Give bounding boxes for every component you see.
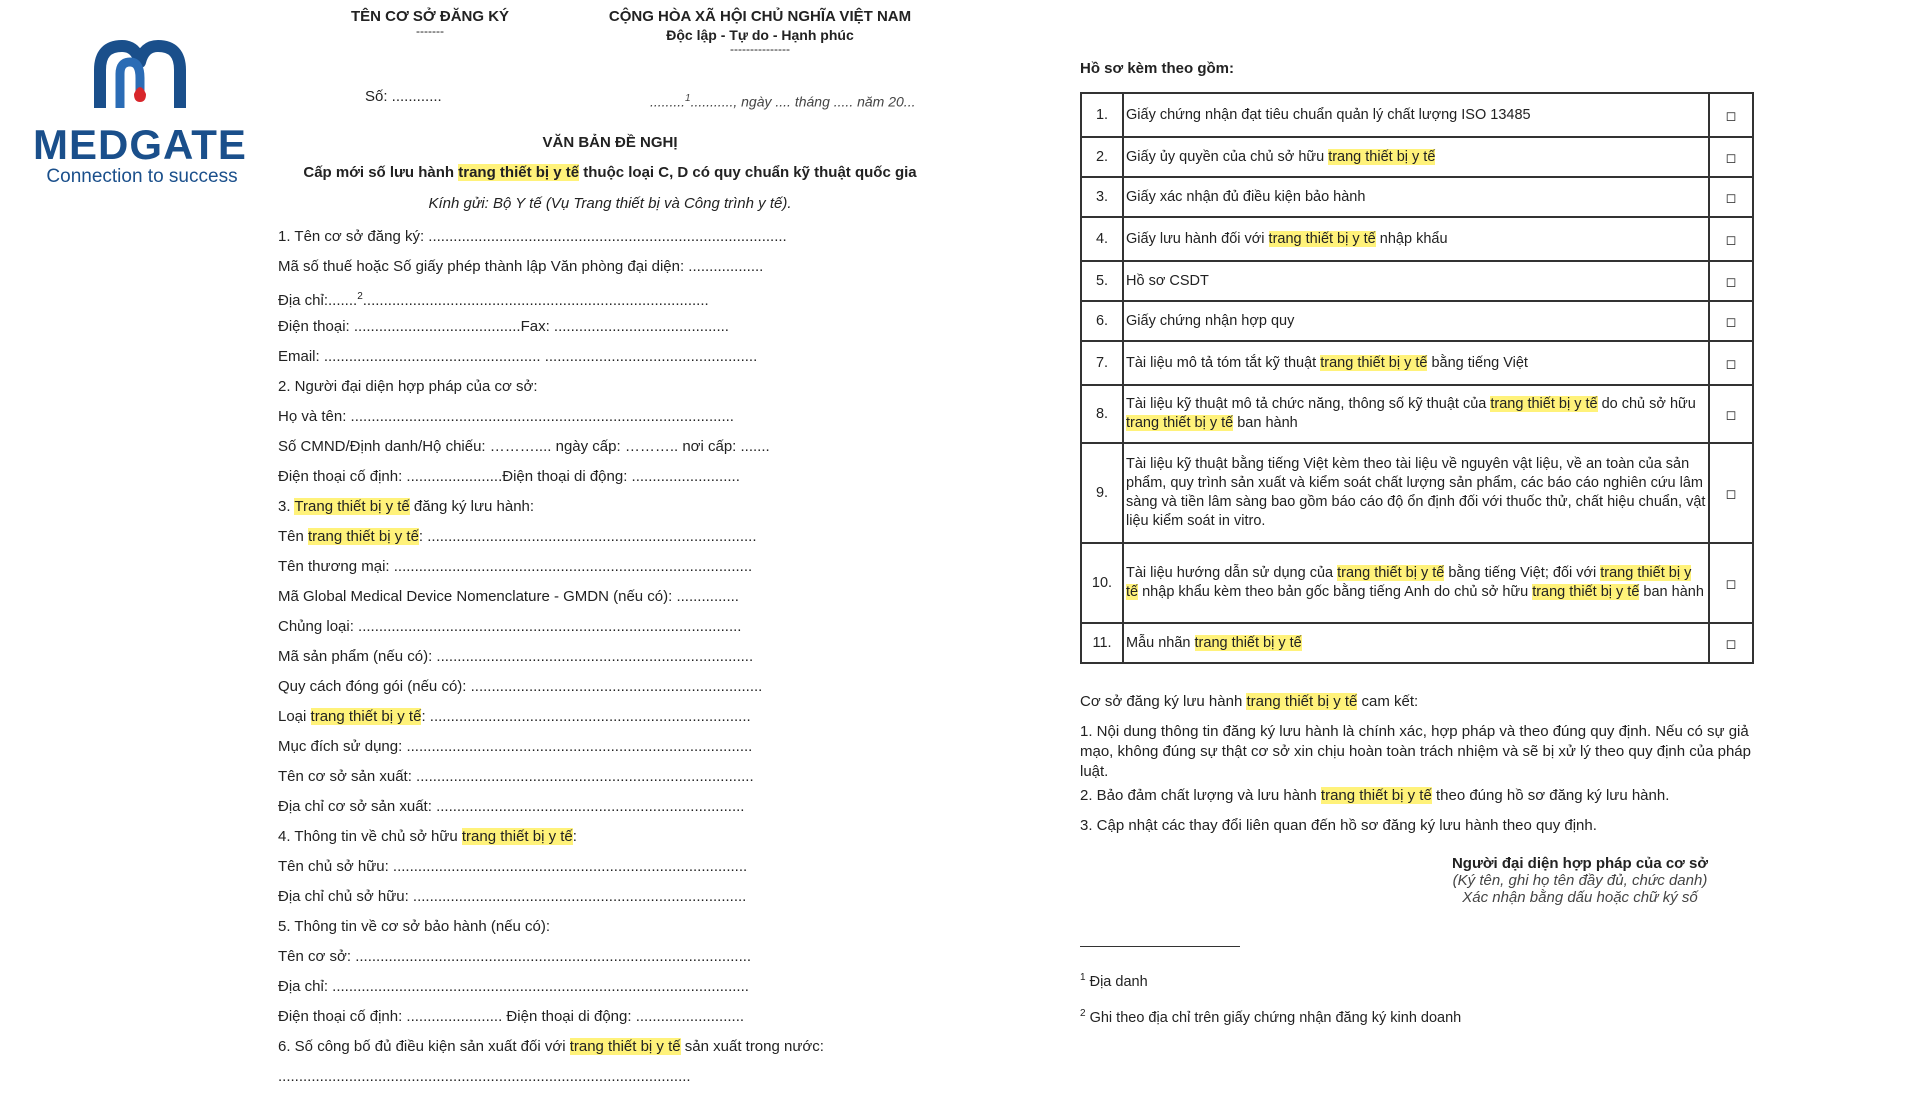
form-field-row: [278, 1064, 998, 1094]
form-fields: [278, 224, 998, 1094]
field-text: 5. Thông tin về cơ sở bảo hành (nếu có):: [278, 918, 551, 935]
attachment-row: [1081, 385, 1753, 443]
attachment-text: [1123, 623, 1709, 663]
commit-item-3: 3. Cập nhật các thay đổi liên quan đến hồ sơ đăng ký lưu hành theo quy định.: [1080, 817, 1597, 834]
right-page: [1070, 0, 1790, 1080]
document-title: VĂN BẢN ĐỀ NGHỊ: [542, 134, 678, 151]
form-field-row: [278, 554, 998, 584]
attachment-text-part: Tài liệu mô tả tóm tắt kỹ thuật: [1126, 354, 1321, 371]
attachment-highlight: trang thiết bị y tế: [1194, 634, 1302, 651]
logo-tagline: Connection to success: [46, 166, 238, 187]
field-text: 6. Số công bố đủ điều kiện sản xuất đối với: [278, 1038, 570, 1055]
field-text: Mã Global Medical Device Nomenclature - GMDN (nếu có): ...............: [278, 588, 739, 605]
form-field-row: [278, 764, 998, 794]
attachment-number: 1.: [1081, 93, 1123, 137]
field-text: Số CMND/Định danh/Hộ chiếu: ……….... ngày cấp: ……….. nơi cấp: .......: [278, 438, 770, 455]
attachment-highlight: trang thiết bị y tế: [1268, 230, 1376, 247]
attachment-text: [1123, 543, 1709, 623]
attachment-row: [1081, 443, 1753, 543]
field-text: Địa chỉ cơ sở sản xuất: ..........................................................................: [278, 798, 745, 815]
attachment-text-part: Giấy ủy quyền của chủ sở hữu: [1126, 148, 1329, 165]
attachment-text-part: bằng tiếng Việt; đối với: [1444, 565, 1601, 581]
form-field-row: [278, 644, 998, 674]
attachments-title: Hồ sơ kèm theo gồm:: [1080, 60, 1235, 77]
footnote-1: [1080, 972, 1148, 990]
attachment-checkbox-icon[interactable]: ◻: [1709, 385, 1753, 443]
attachment-row: [1081, 261, 1753, 301]
attachment-text-part: Giấy lưu hành đối với: [1126, 230, 1269, 247]
field-text: 1. Tên cơ sở đăng ký: ......................................................................................: [278, 228, 787, 245]
footnote-divider: [1080, 946, 1240, 947]
subtitle-highlight: trang thiết bị y tế: [458, 164, 580, 181]
attachments-table: [1080, 92, 1754, 664]
attachment-number: 4.: [1081, 217, 1123, 261]
subtitle-a: Cấp mới số lưu hành: [303, 164, 459, 181]
subtitle-b: thuộc loại C, D có quy chuẩn kỹ thuật quốc gia: [579, 164, 917, 181]
attachment-text: [1123, 93, 1709, 137]
form-field-row: [278, 974, 998, 1004]
field-text: Tên cơ sở sản xuất: .................................................................................: [278, 768, 754, 785]
attachment-checkbox-icon[interactable]: ◻: [1709, 217, 1753, 261]
attachment-text-part: nhập khẩu: [1375, 230, 1448, 247]
field-highlight: trang thiết bị y tế: [569, 1038, 681, 1055]
field-text-tail: ...................................................................................: [362, 292, 709, 309]
attachment-row: [1081, 301, 1753, 341]
field-text: Địa chỉ:.......: [278, 292, 358, 309]
org-dash: -------: [416, 24, 444, 38]
field-highlight: trang thiết bị y tế: [310, 708, 422, 725]
attachment-text-part: Giấy chứng nhận đạt tiêu chuẩn quản lý chất lượng ISO 13485: [1126, 106, 1531, 123]
attachment-text-part: do chủ sở hữu: [1597, 396, 1696, 412]
commit-intro-highlight: trang thiết bị y tế: [1246, 693, 1358, 710]
commit-item-2: [1080, 786, 1760, 806]
form-field-row: [278, 734, 998, 764]
form-field-row: [278, 914, 998, 944]
form-field-row: [278, 704, 998, 734]
attachment-highlight: trang thiết bị y tế: [1126, 415, 1234, 431]
sign-title: Người đại diện hợp pháp của cơ sở: [1451, 855, 1709, 872]
form-field-row: [278, 1034, 998, 1064]
field-text: Mã sản phẩm (nếu có): ............................................................................: [278, 648, 754, 665]
form-field-row: [278, 854, 998, 884]
attachment-text-part: Tài liệu kỹ thuật bằng tiếng Việt kèm theo tài liệu về nguyên vật liệu, về an toàn của sản phẩm, quy trình sản xuất và kiểm soát chất lượng sản phẩm, các báo cáo nghiên cứu lâm sàng và tiền lâm sàng bao gồm báo cáo độ ổn định đối với thuốc thử, chất hiệu chuẩn, vật liệu kiểm soát in vitro.: [1126, 456, 1706, 529]
form-field-row: [278, 464, 998, 494]
attachment-text-part: Mẫu nhãn: [1126, 634, 1195, 651]
org-header: [330, 8, 530, 37]
attachment-number: 2.: [1081, 137, 1123, 177]
field-highlight: trang thiết bị y tế: [461, 828, 573, 845]
form-field-row: [278, 1004, 998, 1034]
attachment-text-part: ban hành: [1639, 584, 1704, 600]
document-number: Số: ............: [365, 88, 442, 105]
field-text: 3.: [278, 498, 295, 515]
field-text-tail: : .............................................................................: [421, 708, 751, 725]
field-text: Điện thoại cố định: ....................... Điện thoại di động: ..........................: [278, 1008, 745, 1025]
commit-intro: [1080, 692, 1760, 712]
attachment-text-part: Giấy chứng nhận hợp quy: [1126, 312, 1295, 329]
date-b: ..........., ngày .... tháng ..... năm 20...: [690, 93, 916, 110]
attachment-text-part: Tài liệu kỹ thuật mô tả chức năng, thông số kỹ thuật của: [1126, 396, 1491, 412]
field-text: Chủng loại: ............................................................................................: [278, 618, 742, 635]
form-field-row: [278, 494, 998, 524]
signature-block: [1430, 855, 1730, 906]
attachment-text: [1123, 385, 1709, 443]
field-text: Điện thoại cố định: .......................Điện thoại di động: ..........................: [278, 468, 740, 485]
form-field-row: [278, 824, 998, 854]
form-field-row: [278, 434, 998, 464]
logo-brand: MEDGATE: [33, 121, 247, 168]
field-highlight: trang thiết bị y tế: [308, 528, 419, 545]
form-field-row: [278, 944, 998, 974]
form-field-row: [278, 524, 998, 554]
attachment-row: [1081, 341, 1753, 385]
attachment-number: 5.: [1081, 261, 1123, 301]
form-field-row: [278, 314, 998, 344]
attachment-number: 6.: [1081, 301, 1123, 341]
attachment-text: [1123, 177, 1709, 217]
attachment-number: 10.: [1081, 543, 1123, 623]
form-field-row: [278, 374, 998, 404]
attachment-row: [1081, 137, 1753, 177]
attachment-checkbox-icon[interactable]: ◻: [1709, 443, 1753, 543]
medgate-logo-icon: [92, 36, 188, 118]
attachment-text-part: bằng tiếng Việt: [1427, 354, 1528, 371]
attachment-checkbox-icon[interactable]: ◻: [1709, 623, 1753, 663]
field-text-tail: :: [572, 828, 577, 845]
attachment-row: [1081, 93, 1753, 137]
field-text: 2. Người đại diện hợp pháp của cơ sở:: [278, 378, 538, 395]
attachment-highlight: trang thiết bị y tế: [1337, 565, 1445, 581]
attachment-checkbox-icon[interactable]: ◻: [1709, 137, 1753, 177]
field-text: Email: .................................................... ...................................................: [278, 348, 758, 365]
attachment-text-part: Tài liệu hướng dẫn sử dụng của: [1126, 565, 1338, 581]
attachment-highlight: trang thiết bị y tế: [1320, 354, 1428, 371]
attachment-text: [1123, 341, 1709, 385]
attachment-number: 8.: [1081, 385, 1123, 443]
field-text: Tên: [278, 528, 309, 545]
attachment-checkbox-icon[interactable]: ◻: [1709, 261, 1753, 301]
date-line: [650, 93, 915, 110]
motto-dash: ---------------: [730, 42, 790, 56]
commit-2-b: theo đúng hồ sơ đăng ký lưu hành.: [1431, 787, 1670, 804]
nation-title: CỘNG HÒA XÃ HỘI CHỦ NGHĨA VIỆT NAM: [608, 8, 912, 25]
attachment-highlight: trang thiết bị y tế: [1126, 565, 1692, 600]
field-text: Điện thoại: ........................................Fax: ..........................................: [278, 318, 729, 335]
attachment-text-part: Giấy xác nhận đủ điều kiện bảo hành: [1126, 188, 1366, 205]
form-field-row: [278, 344, 998, 374]
recipient-line: Kính gửi: Bộ Y tế (Vụ Trang thiết bị và Công trình y tế).: [428, 195, 792, 212]
attachment-number: 3.: [1081, 177, 1123, 217]
field-text: Mã số thuế hoặc Số giấy phép thành lập Văn phòng đại diện: ..................: [278, 258, 764, 275]
document-subtitle: [240, 164, 980, 181]
date-a: .........: [650, 93, 686, 110]
form-field-row: [278, 404, 998, 434]
form-field-row: [278, 794, 998, 824]
attachment-checkbox-icon[interactable]: ◻: [1709, 543, 1753, 623]
footnote-1-text: Địa danh: [1085, 973, 1148, 990]
attachment-number: 7.: [1081, 341, 1123, 385]
form-field-row: [278, 284, 998, 314]
field-text: Tên thương mại: ......................................................................................: [278, 558, 753, 575]
attachment-highlight: trang thiết bị y tế: [1532, 584, 1640, 600]
attachment-text: [1123, 217, 1709, 261]
form-field-row: [278, 584, 998, 614]
field-text: Họ và tên: ............................................................................................: [278, 408, 734, 425]
commit-2-highlight: trang thiết bị y tế: [1320, 787, 1432, 804]
field-text: Tên cơ sở: ...............................................................................................: [278, 948, 752, 965]
attachment-text-part: Hồ sơ CSDT: [1126, 272, 1209, 289]
commit-intro-a: Cơ sở đăng ký lưu hành: [1080, 693, 1247, 710]
form-field-row: [278, 674, 998, 704]
form-field-row: [278, 884, 998, 914]
attachment-row: [1081, 623, 1753, 663]
footnote-2: [1080, 1008, 1461, 1026]
footnote-2-num: 2: [1080, 1008, 1086, 1019]
motto: Độc lập - Tự do - Hạnh phúc: [666, 27, 854, 43]
attachment-row: [1081, 177, 1753, 217]
field-text: Địa chỉ: ....................................................................................................: [278, 978, 749, 995]
medgate-logo: [30, 36, 250, 186]
form-field-row: [278, 254, 998, 284]
attachment-text: [1123, 261, 1709, 301]
field-text-tail: : ...............................................................................: [418, 528, 757, 545]
field-text: Địa chỉ chủ sở hữu: ................................................................................: [278, 888, 747, 905]
attachment-text: [1123, 443, 1709, 543]
footnote-1-num: 1: [1080, 972, 1086, 983]
field-text: Mục đích sử dụng: ...................................................................................: [278, 738, 753, 755]
attachment-checkbox-icon[interactable]: ◻: [1709, 301, 1753, 341]
attachment-checkbox-icon[interactable]: ◻: [1709, 93, 1753, 137]
commit-2-a: 2. Bảo đảm chất lượng và lưu hành: [1080, 787, 1321, 804]
field-text: Loại: [278, 708, 311, 725]
sign-note-1: (Ký tên, ghi họ tên đầy đủ, chức danh): [1452, 872, 1708, 889]
attachment-checkbox-icon[interactable]: ◻: [1709, 177, 1753, 217]
field-text: ...................................................................................................: [278, 1068, 691, 1085]
field-text: 4. Thông tin về chủ sở hữu: [278, 828, 462, 845]
attachment-number: 9.: [1081, 443, 1123, 543]
attachment-text: [1123, 301, 1709, 341]
attachment-text: [1123, 137, 1709, 177]
footnote-2-text: Ghi theo địa chỉ trên giấy chứng nhận đăng ký kinh doanh: [1085, 1009, 1462, 1026]
field-text-tail: đăng ký lưu hành:: [409, 498, 535, 515]
field-highlight: Trang thiết bị y tế: [294, 498, 410, 515]
commit-item-1: 1. Nội dung thông tin đăng ký lưu hành là chính xác, hợp pháp và theo đúng quy định. Nếu có sự giả mạo, không đúng sự thật cơ sở xin chịu hoàn toàn trách nhiệm và sẽ bị xử lý theo quy định của pháp luật.: [1080, 723, 1751, 780]
org-label: TÊN CƠ SỞ ĐĂNG KÝ: [350, 8, 510, 25]
attachment-text-part: ban hành: [1233, 415, 1298, 431]
form-field-row: [278, 614, 998, 644]
sign-note-2: Xác nhận bằng dấu hoặc chữ ký số: [1462, 889, 1698, 906]
attachment-highlight: trang thiết bị y tế: [1328, 148, 1436, 165]
attachment-row: [1081, 217, 1753, 261]
field-footnote-ref: 2: [357, 291, 363, 302]
date-footnote-ref: 1: [685, 93, 691, 104]
left-page: [240, 0, 1000, 1085]
commit-intro-b: cam kết:: [1357, 693, 1419, 710]
attachment-number: 11.: [1081, 623, 1123, 663]
field-text-tail: sản xuất trong nước:: [680, 1038, 824, 1055]
attachment-row: [1081, 543, 1753, 623]
field-text: Quy cách đóng gói (nếu có): ......................................................................: [278, 678, 763, 695]
attachment-highlight: trang thiết bị y tế: [1490, 396, 1598, 412]
nation-header: [570, 8, 950, 55]
field-text: Tên chủ sở hữu: .....................................................................................: [278, 858, 748, 875]
attachment-text-part: nhập khẩu kèm theo bản gốc bằng tiếng Anh do chủ sở hữu: [1138, 584, 1533, 600]
form-field-row: [278, 224, 998, 254]
attachment-checkbox-icon[interactable]: ◻: [1709, 341, 1753, 385]
